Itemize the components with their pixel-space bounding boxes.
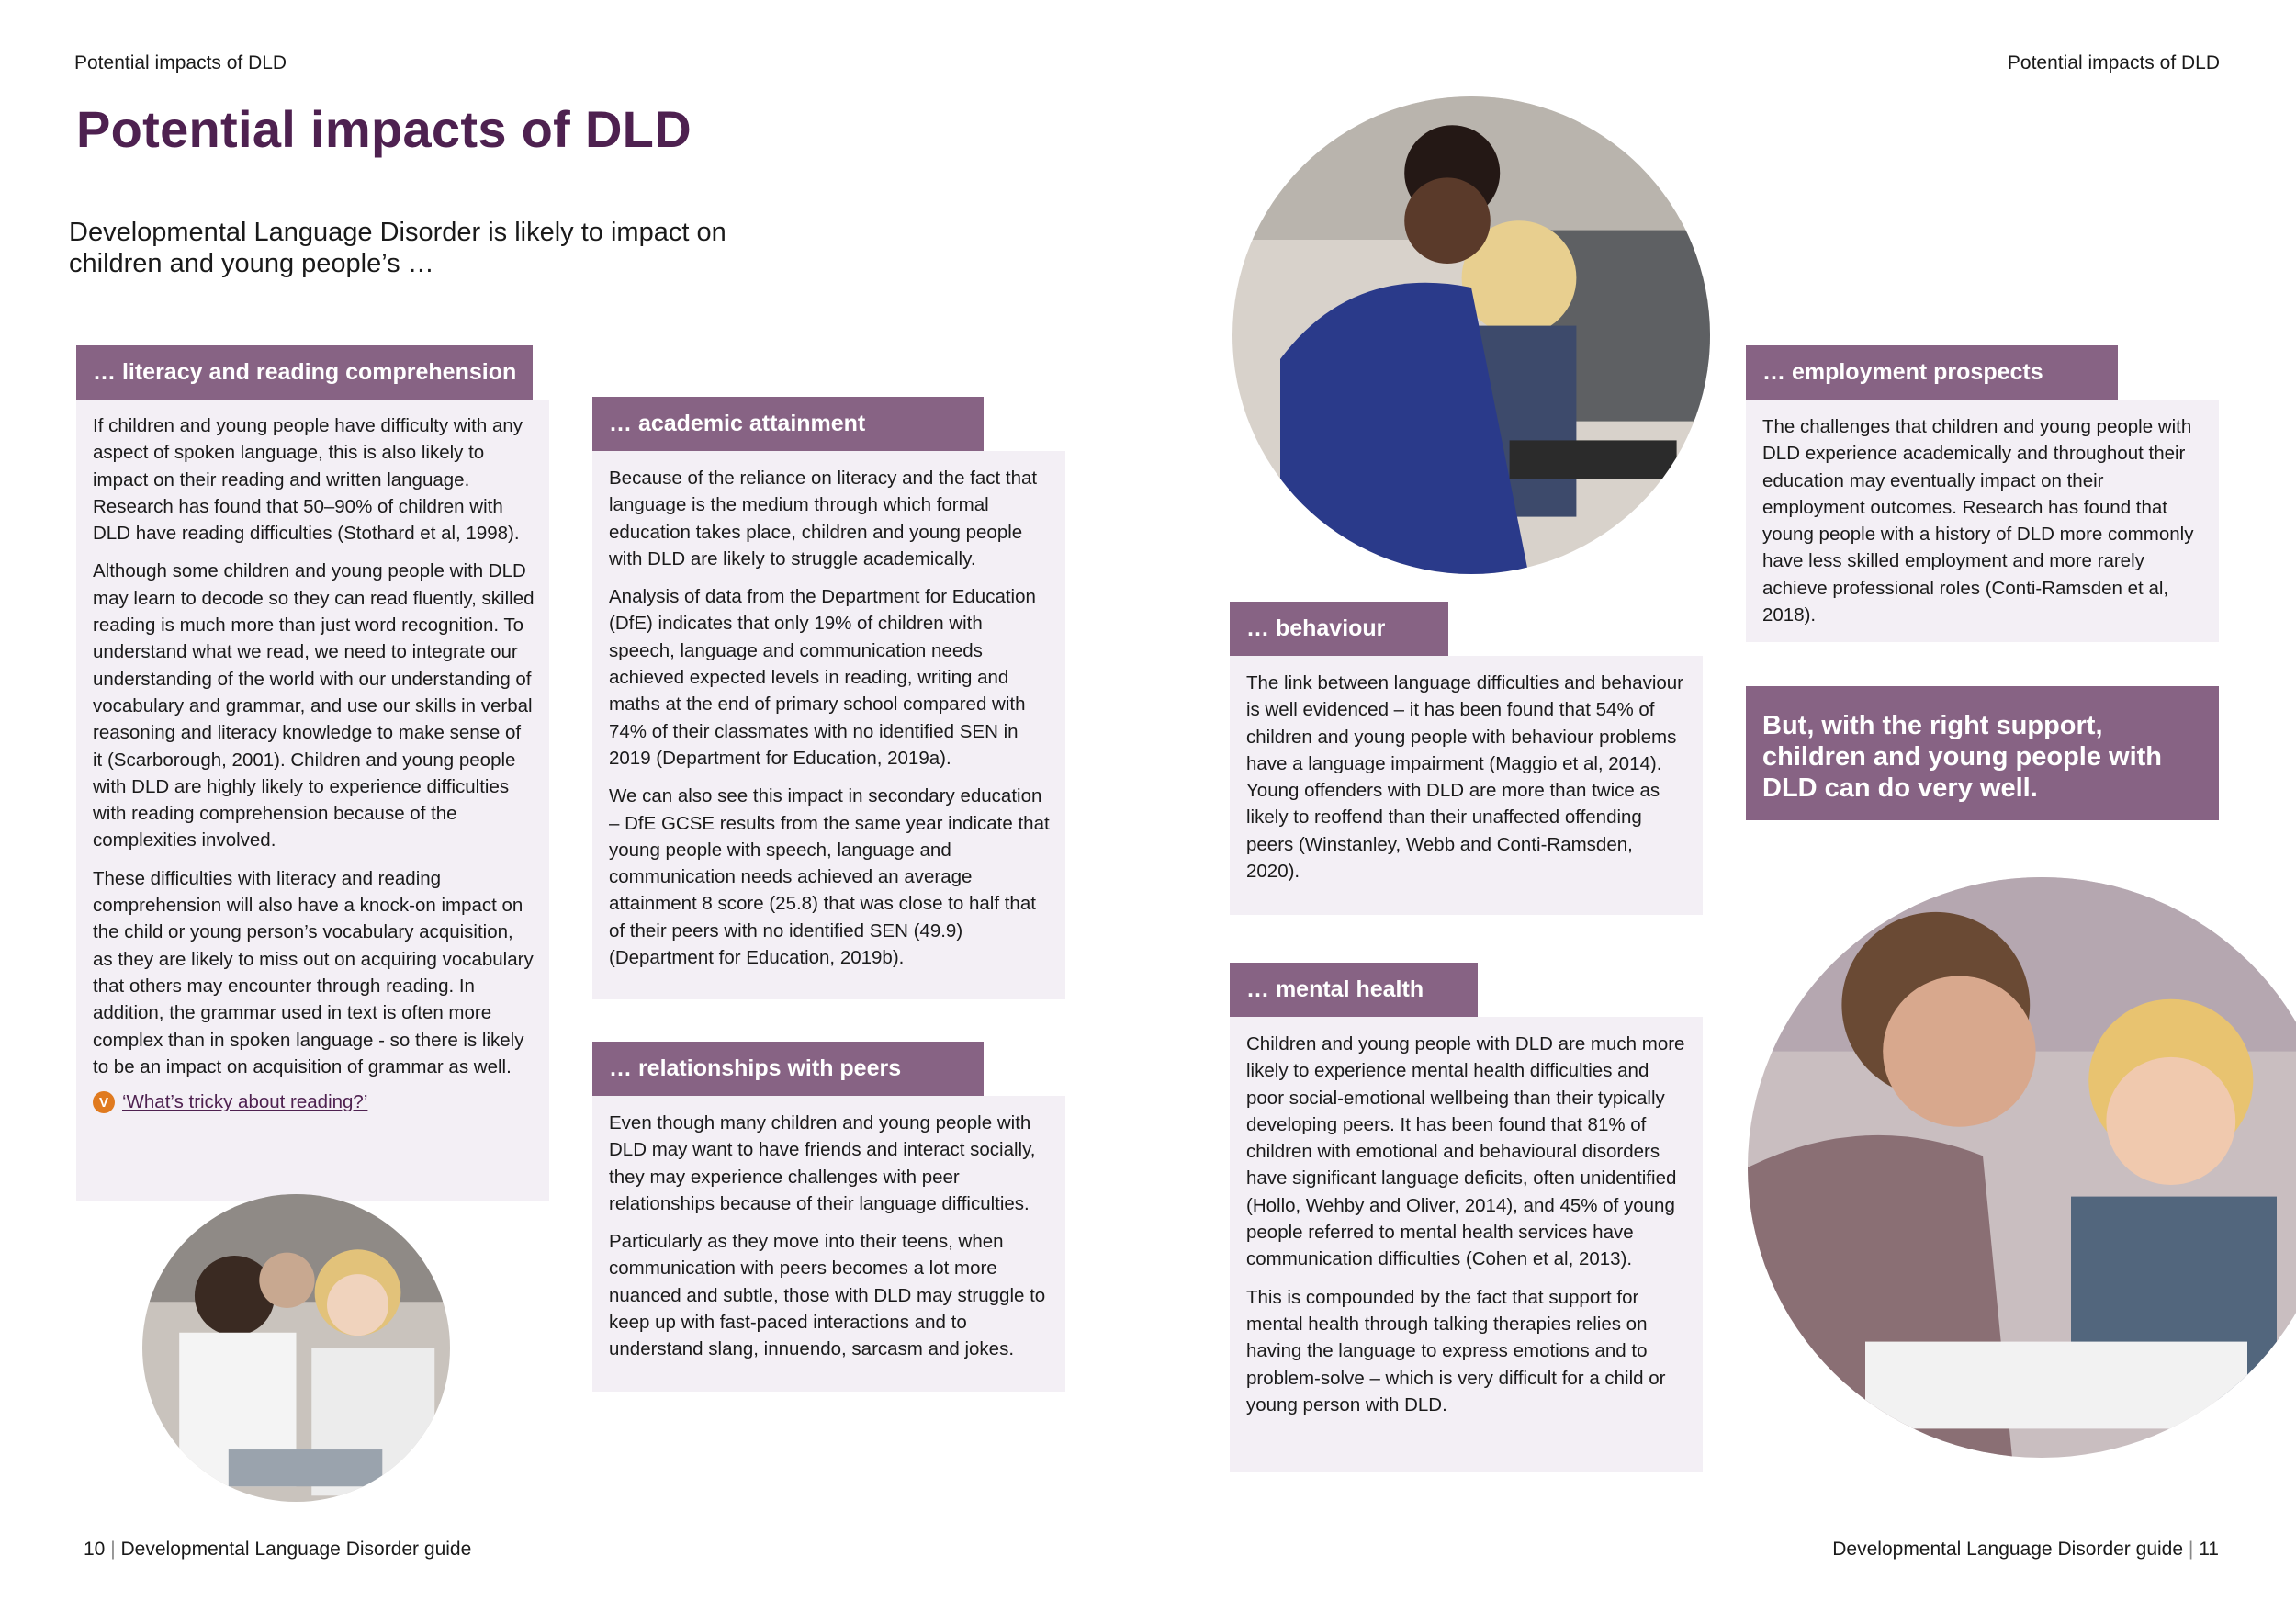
page-title: Potential impacts of DLD [76, 100, 692, 158]
reading-video-link-text[interactable]: ‘What’s tricky about reading?’ [122, 1091, 368, 1113]
footer-guide-title-right: Developmental Language Disorder guide [1832, 1539, 2184, 1560]
running-head-left: Potential impacts of DLD [74, 52, 287, 73]
reading-video-link[interactable] [93, 1091, 535, 1113]
employment-box [1746, 400, 2219, 642]
literacy-paragraph: These difficulties with literacy and reading comprehension will also have a knock-on impact on the child or young person’s vocabulary acquisition, as they are likely to miss out on acquiring vocabulary that others may encounter through reading. In addition, the grammar used in text is often more complex than in spoken language - so there is likely to be an impact on acquisition of grammar as well. [93, 867, 534, 1077]
footer-left [84, 1539, 471, 1561]
teacher-child-photo [1748, 877, 2296, 1458]
behaviour-heading: … behaviour [1230, 602, 1448, 656]
literacy-box [76, 400, 549, 1201]
video-icon: V [93, 1091, 115, 1113]
mental-health-heading: … mental health [1230, 963, 1478, 1017]
peers-paragraph: Particularly as they move into their teens, when communication with peers becomes a lot more nuanced and subtle, those with DLD may struggle to keep up with fast-paced interactions and to understand slang, innuendo, sarcasm and jokes. [609, 1231, 1046, 1360]
behaviour-paragraph: The link between language difficulties and behaviour is well evidenced – it has been found that 54% of children and young people with behaviour problems have a language impairment (Maggio et al, 2014). Young offenders with DLD are more than twice as likely to reoffend than their unaffected offending peers (Winstanley, Webb and Conti-Ramsden, 2020). [1246, 672, 1684, 883]
page-number-left: 10 [84, 1539, 106, 1560]
peers-heading: … relationships with peers [592, 1042, 984, 1096]
peers-box [592, 1096, 1065, 1392]
footer-right [1832, 1539, 2219, 1561]
mental-health-paragraph: This is compounded by the fact that support for mental health through talking therapies relies on having the language to express emotions and to problem-solve – which is very difficult for a child or young person with DLD. [1246, 1286, 1666, 1415]
behaviour-box [1230, 656, 1703, 915]
literacy-heading: … literacy and reading comprehension [76, 345, 533, 400]
literacy-paragraph: If children and young people have difficulty with any aspect of spoken language, this is also likely to impact on their reading and written language. Research has found that 50–90% of children with DLD have reading difficulties (Stothard et al, 1998). [93, 415, 523, 545]
children-reading-photo [142, 1194, 450, 1502]
academic-paragraph: Analysis of data from the Department for Education (DfE) indicates that only 19% of children with speech, language and communication needs achieved expected levels in reading, writing and maths at the end of primary school compared with 74% of their classmates with no identified SEN in 2019 (Department for Education, 2019a). [609, 586, 1036, 769]
student-computer-photo [1232, 96, 1710, 574]
footer-separator: | [110, 1539, 116, 1560]
employment-paragraph: The challenges that children and young people with DLD experience academically and throughout their education may eventually impact on their employment outcomes. Research has found that young people with a history of DLD more commonly have less skilled employment and more rarely achieve professional roles (Conti-Ramsden et al, 2018). [1762, 416, 2194, 626]
academic-box [592, 451, 1065, 999]
running-head-right: Potential impacts of DLD [2007, 52, 2220, 73]
peers-paragraph: Even though many children and young people with DLD may want to have friends and interact socially, they may experience challenges with peer relationships because of their language difficulties. [609, 1112, 1036, 1214]
academic-paragraph: We can also see this impact in secondary education – DfE GCSE results from the same year indicate that young people with speech, language and communication needs achieved an average attainment 8 score (25.8) that was close to half that of their peers with no identified SEN (49.9) (Department for Education, 2019b). [609, 785, 1050, 969]
mental-health-box [1230, 1017, 1703, 1472]
employment-heading: … employment prospects [1746, 345, 2118, 400]
intro-text: Developmental Language Disorder is likely to impact on children and young people’s … [69, 218, 726, 278]
academic-paragraph: Because of the reliance on literacy and the fact that language is the medium through which formal education takes place, children and young people with DLD are likely to struggle academically. [609, 468, 1038, 570]
mental-health-paragraph: Children and young people with DLD are much more likely to experience mental health difficulties and poor social-emotional wellbeing than their typically developing peers. It has been found that 81% of children with emotional and behavioural disorders have significant language deficits, often unidentified (Hollo, Wehby and Oliver, 2014), and 45% of young people referred to mental health services have communication difficulties (Cohen et al, 2013). [1246, 1033, 1685, 1270]
literacy-paragraph: Although some children and young people with DLD may learn to decode so they can read fluently, skilled reading is much more than just word recognition. To understand what we read, we need to integrate our understanding of the world with our understanding of vocabulary and grammar, and use our skills in verbal reasoning and literacy knowledge to make sense of it (Scarborough, 2001). Children and young people with DLD are highly likely to experience difficulties with reading comprehension because of the complexities involved. [93, 560, 535, 851]
support-callout: But, with the right support, children and young people with DLD can do very well. [1746, 686, 2219, 820]
footer-separator: | [2188, 1539, 2194, 1560]
page-number-right: 11 [2199, 1539, 2219, 1560]
academic-heading: … academic attainment [592, 397, 984, 451]
footer-guide-title-left: Developmental Language Disorder guide [120, 1539, 472, 1560]
